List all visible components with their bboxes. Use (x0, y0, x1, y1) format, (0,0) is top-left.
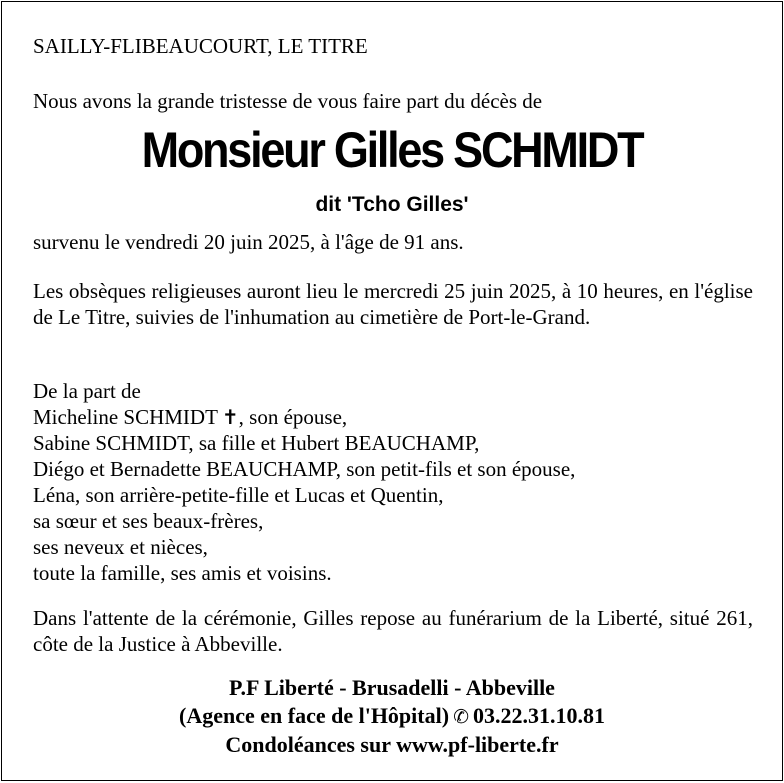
intro-text: Nous avons la grande tristesse de vous faire part du décès de (33, 89, 543, 113)
family-list (33, 378, 753, 586)
funeral-home-address-note: (Agence en face de l'Hôpital) (179, 703, 450, 728)
family-line: ses neveux et nièces, (33, 535, 208, 559)
death-notice: survenu le vendredi 20 juin 2025, à l'âge de 91 ans. (33, 230, 464, 254)
funeral-home-contact (2, 702, 782, 731)
deceased-nickname: dit 'Tcho Gilles' (315, 193, 469, 216)
family-line: Léna, son arrière-petite-fille et Lucas et Quentin, (33, 483, 444, 507)
spouse-suffix: , son épouse, (238, 405, 348, 429)
funeral-home-footer (2, 674, 782, 759)
viewing-info: Dans l'attente de la cérémonie, Gilles repose au funérarium de la Liberté, situé 261, côte de la Justice à Abbeville. (33, 606, 753, 656)
family-line: Diégo et Bernadette BEAUCHAMP, son petit-fils et son épouse, (33, 457, 576, 481)
spouse-name: Micheline SCHMIDT (33, 405, 218, 429)
funeral-home-name: P.F Liberté - Brusadelli - Abbeville (229, 675, 555, 700)
cross-icon: ✝ (221, 405, 239, 429)
family-line: Sabine SCHMIDT, sa fille et Hubert BEAUCHAMP, (33, 431, 480, 455)
location-header: SAILLY-FLIBEAUCOURT, LE TITRE (33, 34, 368, 58)
deceased-name: Monsieur Gilles SCHMIDT (141, 122, 643, 178)
obituary-notice (1, 1, 783, 781)
family-line: sa sœur et ses beaux-frères, (33, 509, 264, 533)
funeral-info: Les obsèques religieuses auront lieu le mercredi 25 juin 2025, à 10 heures, en l'église de Le Titre, suivies de l'inhumation au cimetière de Port-le-Grand. (33, 279, 753, 329)
family-line-spouse (33, 404, 753, 430)
family-line: toute la famille, ses amis et voisins. (33, 561, 332, 585)
phone-icon: ✆ (453, 706, 469, 728)
condolences-link[interactable]: Condoléances sur www.pf-liberte.fr (225, 732, 559, 757)
funeral-home-phone[interactable]: 03.22.31.10.81 (472, 703, 605, 728)
family-heading: De la part de (33, 379, 141, 403)
